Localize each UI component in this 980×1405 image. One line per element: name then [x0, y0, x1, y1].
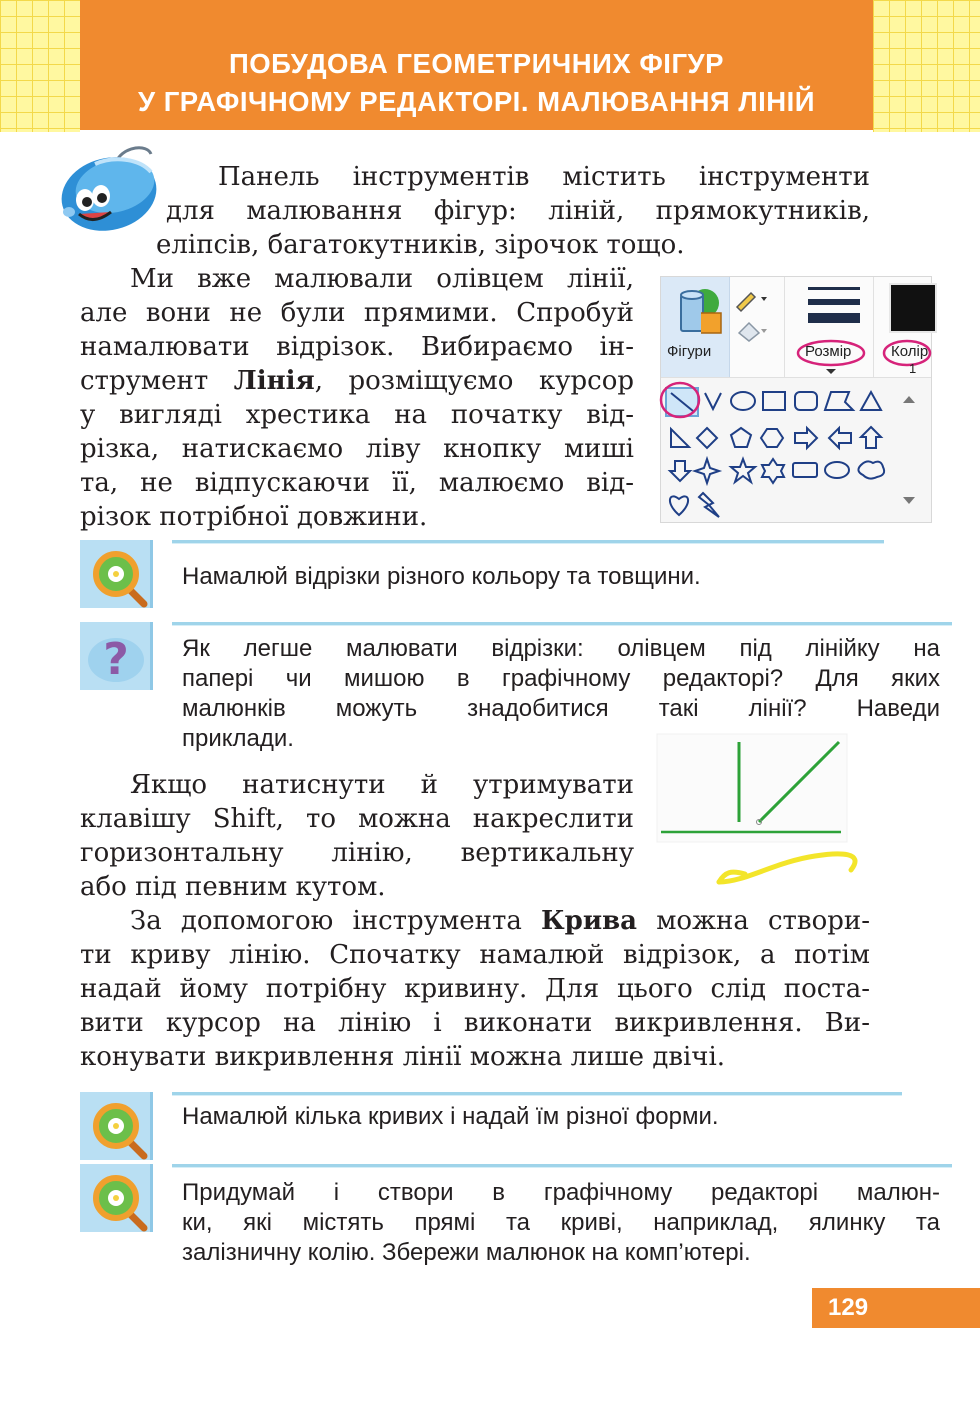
curve-line-5: конувати викривлення лінії можна лише двічі.	[80, 1042, 726, 1072]
magnifier-badge-icon	[80, 1164, 153, 1232]
shift-line-4: або під певним кутом.	[80, 872, 386, 902]
line-tool-highlight-ring	[658, 380, 702, 420]
task-line-3: залізничну колію. Збережи малюнок на комп’ютері.	[182, 1239, 751, 1266]
question-badge-icon	[80, 622, 153, 690]
color-number: 1	[909, 361, 917, 376]
segment-line-2: але вони не були прямими. Спробуй	[80, 298, 634, 328]
tool-name-line: Лінія	[233, 366, 315, 396]
intro-line-3: еліпсів, багатокутників, зірочок тощо.	[156, 230, 685, 260]
segment-line-4	[80, 364, 634, 398]
toolbar-ribbon	[661, 277, 931, 378]
shapes-label: Фігури	[667, 343, 712, 360]
line-examples-image	[655, 732, 870, 897]
segment-line-8: різок потрібної довжини.	[80, 502, 428, 532]
shift-line-3: горизонтальну лінію, вертикальну	[80, 838, 634, 868]
size-icon[interactable]	[804, 283, 864, 333]
intro-line-2: для малювання фігур: ліній, прямокутників,	[166, 196, 870, 226]
page-number: 129	[812, 1288, 980, 1328]
shift-line-1: Якщо натиснути й утримувати	[130, 770, 634, 800]
question-line-3: малюнків можуть знадобитися такі лінії? Наведи	[182, 695, 940, 722]
tool-name-curve: Крива	[541, 906, 638, 936]
page-title	[80, 0, 873, 130]
color-1-swatch[interactable]	[889, 283, 937, 333]
grid-decoration-left	[0, 0, 80, 132]
curve-line-2: ти криву лінію. Спочатку намалюй відрізок, а потім	[80, 940, 870, 970]
intro-line-1: Панель інструментів містить інструменти	[218, 162, 870, 192]
task-rule-shadow	[172, 1095, 902, 1096]
grid-decoration-right	[873, 0, 980, 132]
svg-text:?: ?	[103, 634, 129, 685]
task-text: Намалюй кілька кривих і надай їм різної форми.	[182, 1103, 719, 1130]
shift-line-2: клавішу Shift, то можна накреслити	[80, 804, 634, 834]
task-draw-segments	[80, 540, 880, 612]
task-line-1: Придумай і створи в графічному редакторі малюн-	[182, 1179, 940, 1206]
outline-fill-icon[interactable]	[733, 285, 777, 345]
task-create-drawing	[80, 1164, 940, 1274]
title-line-1: ПОБУДОВА ГЕОМЕТРИЧНИХ ФІГУР	[229, 48, 724, 79]
segment-text: , розміщуємо курсор	[314, 366, 634, 396]
task-rule-shadow	[172, 625, 952, 626]
task-text: Намалюй відрізки різного кольору та товщини.	[182, 563, 701, 590]
question-line-2: папері чи мишою в графічному редакторі? Для яких	[182, 665, 940, 692]
segment-text: струмент	[80, 366, 234, 396]
shapes-toolbar-panel	[660, 276, 932, 523]
curve-line-4: вити курсор на лінію і виконати викривлення. Ви-	[80, 1008, 870, 1038]
question-line-1: Як легше малювати відрізки: олівцем під лінійку на	[182, 635, 940, 662]
segment-line-5: у вигляді хрестика на початку від-	[80, 400, 634, 430]
segment-line-6: різка, натискаємо ліву кнопку миші	[80, 434, 634, 464]
task-draw-curves	[80, 1092, 880, 1164]
magnifier-badge-icon	[80, 540, 153, 608]
curve-text: можна створи-	[637, 906, 870, 936]
curve-text: За допомогою інструмента	[130, 906, 541, 936]
color-label: Колір	[891, 343, 929, 360]
curve-line-3: надай йому потрібну кривину. Для цього слід поста-	[80, 974, 870, 1004]
magnifier-badge-icon	[80, 1092, 153, 1160]
question-line-4: приклади.	[182, 725, 294, 752]
task-line-2: ки, які містять прямі та криві, наприклад, ялинку та	[182, 1209, 940, 1236]
curve-line-1	[130, 904, 870, 938]
task-rule-shadow	[172, 1167, 952, 1168]
title-line-2: У ГРАФІЧНОМУ РЕДАКТОРІ. МАЛЮВАННЯ ЛІНІЙ	[137, 86, 816, 117]
shapes-gallery[interactable]	[663, 385, 929, 521]
segment-line-3: намалювати відрізок. Вибираємо ін-	[80, 332, 634, 362]
mouse-mascot-icon	[55, 142, 165, 234]
shapes-icon	[671, 283, 725, 339]
size-label: Розмір	[805, 343, 852, 360]
segment-line-7: та, не відпускаючи її, малюємо від-	[80, 468, 634, 498]
task-rule-shadow	[172, 543, 884, 544]
segment-line-1: Ми вже малювали олівцем лінії,	[130, 264, 634, 294]
